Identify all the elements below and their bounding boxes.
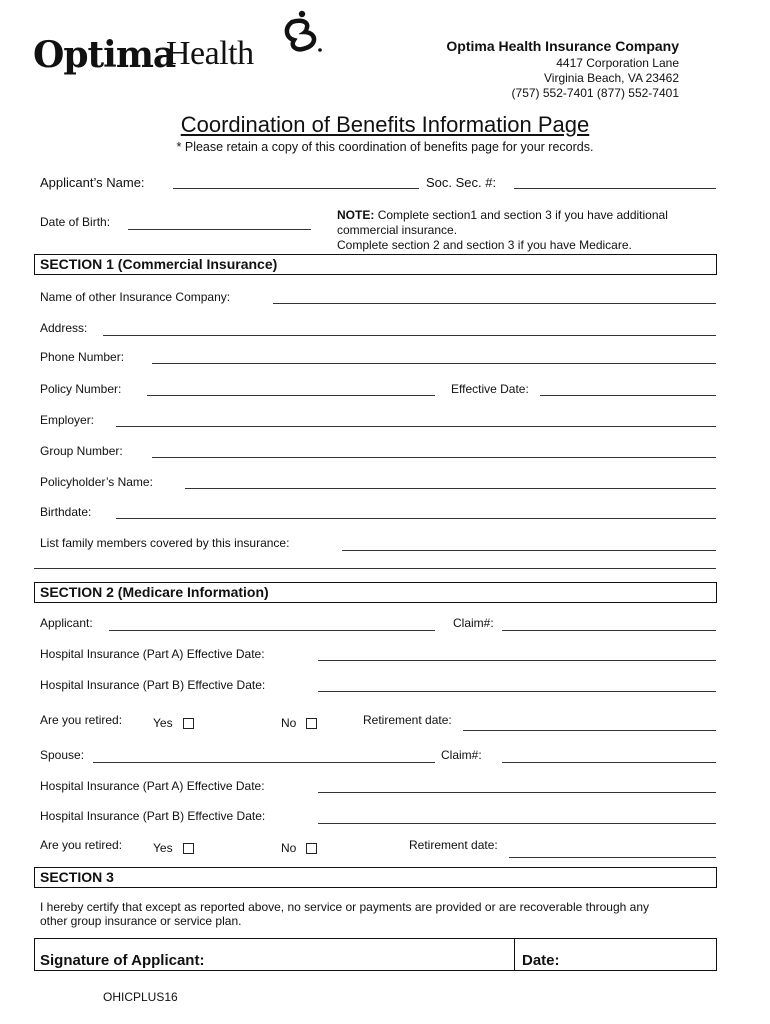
spouse-retired-yes-label: Yes	[153, 841, 173, 855]
note-text-1: Complete section1 and section 3 if you have additional	[377, 208, 668, 222]
logo-health: Health	[166, 35, 254, 72]
retired-yes-label: Yes	[153, 716, 173, 730]
applicant-name-field[interactable]	[173, 188, 419, 189]
note-heading: NOTE:	[337, 208, 375, 222]
family-members-field[interactable]	[342, 550, 716, 551]
family-members-label: List family members covered by this insurance:	[40, 536, 290, 550]
dob-field[interactable]	[128, 229, 311, 230]
company-street: 4417 Corporation Lane	[556, 56, 679, 70]
retired-label: Are you retired:	[40, 713, 123, 727]
spouse-retirement-date-label: Retirement date:	[409, 838, 498, 852]
policy-label: Policy Number:	[40, 382, 122, 396]
part-b-field[interactable]	[318, 691, 716, 692]
retired-no-checkbox[interactable]	[306, 718, 317, 729]
dob-label: Date of Birth:	[40, 215, 111, 229]
other-company-label: Name of other Insurance Company:	[40, 290, 231, 304]
phone-field[interactable]	[152, 363, 716, 364]
note-line2: commercial insurance.	[337, 223, 458, 237]
spouse-retired-yes-option[interactable]	[153, 841, 194, 855]
retired-no-option[interactable]	[281, 716, 317, 730]
retired-no-label: No	[281, 716, 297, 730]
page-subtitle: * Please retain a copy of this coordination of benefits page for your records.	[176, 140, 594, 154]
spouse-retired-no-checkbox[interactable]	[306, 843, 317, 854]
section2-title: SECTION 2 (Medicare Information)	[40, 584, 269, 600]
company-phones: (757) 552-7401 (877) 552-7401	[511, 86, 679, 100]
retired-yes-checkbox[interactable]	[183, 718, 194, 729]
ssn-label: Soc. Sec. #:	[426, 175, 497, 190]
company-name: Optima Health Insurance Company	[446, 38, 679, 54]
birthdate-field[interactable]	[116, 518, 716, 519]
section1-header	[34, 254, 717, 275]
signature-box	[34, 938, 717, 971]
spouse-claim-label: Claim#:	[441, 748, 482, 762]
employer-field[interactable]	[116, 426, 716, 427]
birthdate-label: Birthdate:	[40, 505, 92, 519]
note-line3: Complete section 2 and section 3 if you have Medicare.	[337, 238, 632, 252]
spouse-retirement-date-field[interactable]	[509, 857, 716, 858]
form-code: OHICPLUS16	[103, 990, 178, 1004]
section1-title: SECTION 1 (Commercial Insurance)	[40, 256, 278, 272]
phone-label: Phone Number:	[40, 350, 125, 364]
page-title: Coordination of Benefits Information Page	[180, 112, 590, 137]
spouse-part-a-field[interactable]	[318, 792, 716, 793]
spouse-part-b-label: Hospital Insurance (Part B) Effective Date:	[40, 809, 266, 823]
spouse-retired-no-option[interactable]	[281, 841, 317, 855]
employer-label: Employer:	[40, 413, 95, 427]
spouse-retired-label: Are you retired:	[40, 838, 123, 852]
policyholder-label: Policyholder’s Name:	[40, 475, 153, 489]
signature-label[interactable]: Signature of Applicant:	[40, 952, 205, 969]
signature-divider	[514, 939, 515, 970]
retired-yes-option[interactable]	[153, 716, 194, 730]
effective-date-field[interactable]	[540, 395, 716, 396]
medicare-applicant-label: Applicant:	[40, 616, 93, 630]
applicant-name-label: Applicant’s Name:	[40, 175, 145, 190]
certification-line1: I hereby certify that except as reported above, no service or payments are provided or are recoverable through any	[40, 900, 649, 914]
spouse-retired-yes-checkbox[interactable]	[183, 843, 194, 854]
spouse-retired-no-label: No	[281, 841, 297, 855]
claim-label: Claim#:	[453, 616, 494, 630]
family-members-field-2[interactable]	[34, 568, 716, 569]
ssn-field[interactable]	[514, 188, 716, 189]
optima-logo-mark-icon	[282, 8, 326, 60]
section3-header	[34, 867, 717, 888]
address-label: Address:	[40, 321, 88, 335]
logo-optima: Optima	[33, 34, 176, 76]
policy-field[interactable]	[147, 395, 435, 396]
spouse-part-a-label: Hospital Insurance (Part A) Effective Date:	[40, 779, 265, 793]
section2-header	[34, 582, 717, 603]
medicare-applicant-field[interactable]	[109, 630, 435, 631]
note-line1	[337, 208, 668, 222]
section3-title: SECTION 3	[40, 869, 114, 885]
policyholder-field[interactable]	[185, 488, 716, 489]
group-field[interactable]	[152, 457, 716, 458]
address-field[interactable]	[103, 335, 716, 336]
group-label: Group Number:	[40, 444, 123, 458]
effective-date-label: Effective Date:	[451, 382, 529, 396]
part-a-field[interactable]	[318, 660, 716, 661]
spouse-label: Spouse:	[40, 748, 85, 762]
spouse-field[interactable]	[93, 762, 435, 763]
company-city: Virginia Beach, VA 23462	[544, 71, 679, 85]
part-b-label: Hospital Insurance (Part B) Effective Date:	[40, 678, 266, 692]
retirement-date-field[interactable]	[463, 730, 716, 731]
certification-line2: other group insurance or service plan.	[40, 914, 242, 928]
signature-date-label[interactable]: Date:	[522, 952, 560, 969]
claim-field[interactable]	[502, 630, 716, 631]
retirement-date-label: Retirement date:	[363, 713, 452, 727]
other-company-field[interactable]	[273, 303, 716, 304]
spouse-claim-field[interactable]	[502, 762, 716, 763]
part-a-label: Hospital Insurance (Part A) Effective Date:	[40, 647, 265, 661]
spouse-part-b-field[interactable]	[318, 823, 716, 824]
